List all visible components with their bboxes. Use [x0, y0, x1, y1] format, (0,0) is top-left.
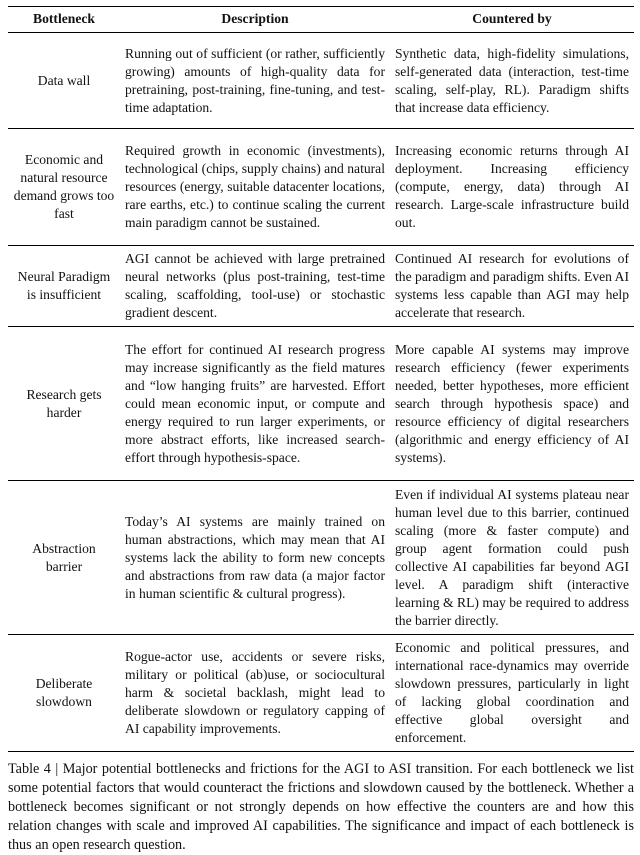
table-row: [8, 33, 634, 129]
bottleneck-cell: Economic and natural resource demand grows too fast: [8, 129, 120, 246]
description-cell: Running out of sufficient (or rather, sufficiently growing) amounts of high-quality data for pretraining, post-training, fine-tuning, and test-time adaptation.: [120, 33, 390, 129]
table-row: [8, 481, 634, 635]
countered-by-cell: Increasing economic returns through AI deployment. Increasing efficiency (compute, energy, data) through AI research. Large-scale infrastructure build out.: [390, 129, 634, 246]
document-page: [8, 6, 634, 855]
table-header-row: [8, 7, 634, 33]
table-caption: Table 4 | Major potential bottlenecks and frictions for the AGI to ASI transition. For each bottleneck we list some potential factors that would counteract the frictions and slowdown caused by the bottleneck. Whether a bottleneck becomes significant or not strongly depends on how effective the counters are and how this relation changes with scale and improved AI capabilities. The significance and impact of each bottleneck is thus an open research question.: [8, 761, 634, 853]
countered-by-cell: Economic and political pressures, and international race-dynamics may override slowdown pressures, particularly in light of lacking global coordination and effective global oversight and enforcement.: [390, 635, 634, 752]
description-cell: Today’s AI systems are mainly trained on human abstractions, which may mean that AI systems lack the ability to form new concepts and abstractions from raw data (a major factor in human scientific & cultural progress).: [120, 481, 390, 635]
countered-by-cell: More capable AI systems may improve research efficiency (fewer experiments needed, better hypotheses, more efficient search through hypothesis space) and resource efficiency of digital researchers (algorithmic and energy efficiency of AI systems).: [390, 327, 634, 481]
bottleneck-cell: Data wall: [8, 33, 120, 129]
bottleneck-cell: Deliberate slowdown: [8, 635, 120, 752]
table-row: [8, 635, 634, 752]
countered-by-cell: Synthetic data, high-fidelity simulations, self-generated data (interaction, test-time scaling, self-play, RL). Paradigm shifts that increase data efficiency.: [390, 33, 634, 129]
description-cell: AGI cannot be achieved with large pretrained neural networks (plus post-training, test-time scaling, scaffolding, tool-use) or stochastic gradient descent.: [120, 246, 390, 327]
header-bottleneck: Bottleneck: [8, 7, 120, 33]
description-cell: Rogue-actor use, accidents or severe risks, military or political (ab)use, or sociocultural harm & societal backlash, might lead to deliberate slowdown or regulatory capping of AI capability improvements.: [120, 635, 390, 752]
description-cell: Required growth in economic (investments), technological (chips, supply chains) and natural resources (energy, suitable datacenter locations, rare earths, etc.) to continue scaling the current main paradigm cannot be sustained.: [120, 129, 390, 246]
bottleneck-cell: Abstraction barrier: [8, 481, 120, 635]
bottleneck-table: [8, 6, 634, 752]
bottleneck-cell: Research gets harder: [8, 327, 120, 481]
header-description: Description: [120, 7, 390, 33]
table-row: [8, 327, 634, 481]
table-row: [8, 246, 634, 327]
table-row: [8, 129, 634, 246]
countered-by-cell: Even if individual AI systems plateau near human level due to this barrier, continued scaling (more & faster compute) and group agent formation could push collective AI capabilities far beyond AGI level. A paradigm shift (interactive learning & RL) may be required to address the barrier directly.: [390, 481, 634, 635]
countered-by-cell: Continued AI research for evolutions of the paradigm and paradigm shifts. Even AI systems less capable than AGI may help accelerate that research.: [390, 246, 634, 327]
header-countered-by: Countered by: [390, 7, 634, 33]
description-cell: The effort for continued AI research progress may increase significantly as the field matures and “low hanging fruits” are harvested. Effort could mean economic input, or compute and energy required to run larger experiments, or more abstract efforts, like increased search-effort through hypothesis-space.: [120, 327, 390, 481]
bottleneck-cell: Neural Paradigm is insufficient: [8, 246, 120, 327]
